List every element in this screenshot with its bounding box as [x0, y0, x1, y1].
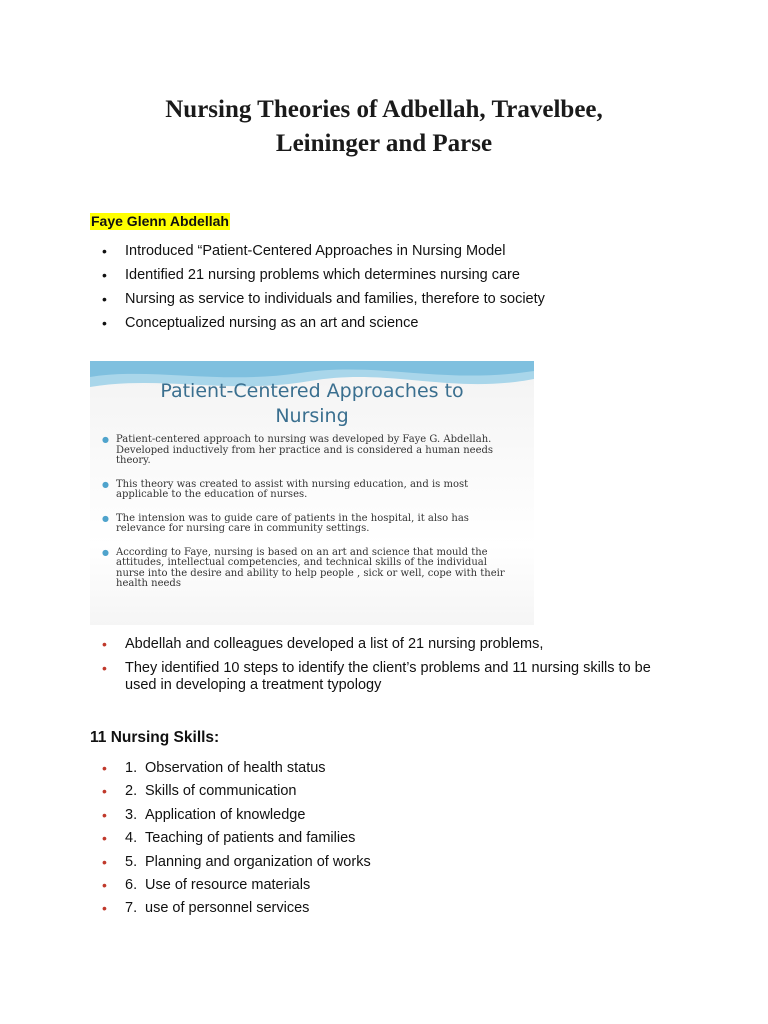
skill-item: [125, 830, 371, 853]
slide-list-item: ● This theory was created to assist with nursing education, and is most applicable to the education of nurses.: [116, 480, 516, 501]
skills-heading: 11 Nursing Skills:: [90, 729, 220, 746]
skill-text: use of personnel services: [145, 900, 310, 917]
skill-item: [125, 783, 371, 806]
skill-number: 5.: [125, 853, 138, 870]
skill-text: Skills of communication: [145, 783, 297, 800]
list-item: • Introduced “Patient-Centered Approaches in Nursing Model: [125, 243, 545, 267]
list-item: • Conceptualized nursing as an art and science: [125, 315, 545, 339]
slide-title: [90, 379, 534, 429]
page-title-line-2: Leininger and Parse: [275, 130, 493, 157]
problems-bullet-list: [125, 636, 685, 701]
slide-bullet-list: [116, 435, 516, 603]
list-item: • Identified 21 nursing problems which determines nursing care: [125, 267, 545, 291]
skill-text: Observation of health status: [145, 760, 326, 776]
skill-item: [125, 760, 371, 783]
skill-item: [125, 807, 371, 830]
skill-number: 7.: [125, 900, 138, 917]
skill-text: Use of resource materials: [145, 876, 311, 893]
intro-bullet-list: [125, 243, 545, 339]
skill-number: 2.: [125, 783, 138, 800]
list-item: • Nursing as service to individuals and families, therefore to society: [125, 291, 545, 315]
page-title-line-1: Nursing Theories of Adbellah, Travelbee,: [165, 96, 603, 123]
skill-item: [125, 854, 371, 877]
page-title: [0, 93, 768, 161]
section-heading-abdellah: Faye Glenn Abdellah: [91, 213, 229, 229]
slide-list-item: ● According to Faye, nursing is based on an art and science that mould the attitudes, intellectual competencies, and technical skills of the individual nurse into the desire and ability to help people , sick or well, cope with their health needs: [116, 548, 516, 590]
skill-text: Teaching of patients and families: [145, 830, 356, 847]
skill-number: 1.: [125, 760, 138, 776]
skills-list: [125, 760, 371, 924]
list-item: • They identified 10 steps to identify the client’s problems and 11 nursing skills to be used in developing a treatment typology: [125, 660, 685, 694]
slide-title-line-2: Nursing: [275, 405, 349, 427]
slide-title-line-1: Patient-Centered Approaches to: [160, 380, 464, 402]
skill-item: [125, 900, 371, 923]
slide-list-item: ● Patient-centered approach to nursing was developed by Faye G. Abdellah. Developed inductively from her practice and is considered a human needs theory.: [116, 435, 516, 467]
skill-number: 6.: [125, 876, 138, 893]
skill-item: [125, 877, 371, 900]
slide-image: [90, 361, 534, 625]
slide-list-item: ● The intension was to guide care of patients in the hospital, it also has relevance for nursing care in community settings.: [116, 514, 516, 535]
skill-text: Planning and organization of works: [145, 853, 371, 870]
skill-text: Application of knowledge: [145, 806, 306, 823]
skill-number: 3.: [125, 806, 138, 823]
skill-number: 4.: [125, 830, 138, 847]
list-item: • Abdellah and colleagues developed a list of 21 nursing problems,: [125, 636, 685, 653]
